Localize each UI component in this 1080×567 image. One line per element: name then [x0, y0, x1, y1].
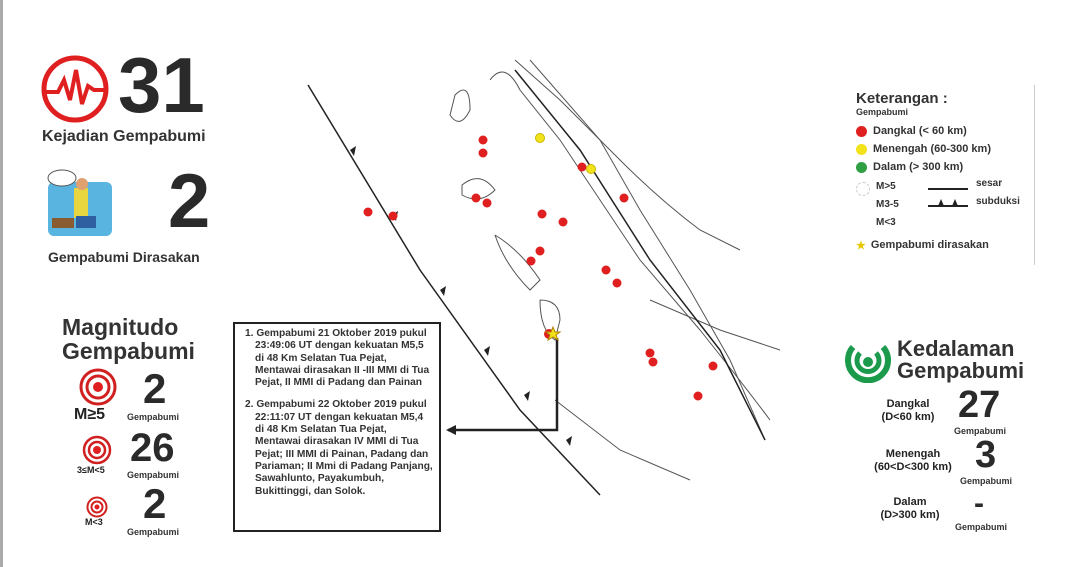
felt-label: Gempabumi Dirasakan: [48, 249, 200, 265]
unit-label: Gempabumi: [127, 527, 180, 537]
yellow-dot-icon: [856, 144, 867, 155]
green-dot-icon: [856, 162, 867, 173]
epicenter-dot: [559, 218, 568, 227]
subduction-label: subduksi: [976, 196, 1020, 207]
epicenter-dot: [536, 247, 545, 256]
legend: [856, 90, 1036, 254]
depth-label: [866, 448, 960, 474]
info-item: 2. Gempabumi 22 Oktober 2019 pukul 22:11:07 UT dengan kekuatan M5,4 di 48 Km Selatan Tua Pejat, Mentawai dirasakan IV MMI di Tua Pejat; III MMI di Painan, Padang dan Pariaman; II Mmi di Padang Panjang, Sawahlunto, Payakumbuh, Bukittinggi, dan Solok.: [245, 399, 433, 497]
magnitude-count: 26: [130, 426, 175, 470]
legend-label: Menengah (60-300 km): [873, 143, 991, 155]
depth-title-line: Gempabumi: [897, 358, 1025, 383]
epicenter-dot: [646, 349, 655, 358]
depth-label: [870, 496, 950, 522]
target-icon-small: [86, 496, 108, 518]
legend-subtitle: Gempabumi: [856, 107, 909, 117]
person-felt-illustration: [44, 168, 114, 240]
epicenter-dot-intermediate: [536, 134, 545, 143]
magnitude-count: 2: [143, 365, 167, 412]
info-item: 1. Gempabumi 21 Oktober 2019 pukul 23:49:06 UT dengan kekuatan M5,5 di 48 Km Selatan Tua Pejat, Mentawai dirasakan II -III MMI di Tua Pejat, II MMI di Padang dan Painan: [245, 328, 430, 389]
unit-label: Gempabumi: [960, 476, 1013, 486]
depth-label-line: (60<D<300 km): [874, 461, 952, 473]
epicenter-dot: [613, 279, 622, 288]
epicenter-dot: [389, 212, 398, 221]
left-border: [0, 0, 3, 567]
fault-line: [515, 70, 765, 440]
legend-label: Dalam (> 300 km): [873, 161, 964, 173]
seismograph-icon: [40, 54, 110, 124]
magnitude-title: [62, 315, 195, 363]
legend-title: Keterangan :: [856, 90, 948, 107]
epicenter-dot: [602, 266, 611, 275]
unit-label: Gempabumi: [954, 426, 1007, 436]
epicenter-dot: [620, 194, 629, 203]
fault-label: sesar: [976, 178, 1003, 189]
total-label: Kejadian Gempabumi: [42, 128, 206, 145]
depth-label-line: Dangkal: [886, 398, 930, 410]
depth-title-line: Kedalaman: [897, 336, 1015, 361]
size-label: M<3: [876, 217, 896, 228]
coastline: [490, 72, 770, 420]
legend-row: [856, 122, 1036, 140]
unit-label: Gempabumi: [955, 522, 1008, 532]
epicenter-dot: [649, 358, 658, 367]
depth-count: 3: [975, 434, 997, 476]
target-icon-large: [79, 368, 117, 406]
epicenter-dot: [694, 392, 703, 401]
legend-row: [856, 140, 1036, 158]
magnitude-label: 3≤M<5: [77, 465, 105, 475]
legend-row: [856, 158, 1036, 176]
epicenter-dot: [709, 362, 718, 371]
epicenter-dot: [472, 194, 481, 203]
magnitude-title-line: Magnitudo: [62, 314, 179, 340]
depth-label-line: Menengah: [885, 448, 941, 460]
unit-label: Gempabumi: [127, 470, 180, 480]
depth-label-line: (D<60 km): [881, 411, 935, 423]
depth-count: -: [974, 487, 984, 520]
depth-count: 27: [958, 384, 1001, 426]
felt-earthquake-info-box: [233, 322, 441, 532]
divider: [1034, 85, 1035, 265]
epicenter-dot: [578, 163, 587, 172]
felt-count: 2: [168, 159, 211, 244]
legend-symbols: [856, 176, 1036, 236]
size-label: M3-5: [876, 199, 899, 210]
fault-line-icon: [928, 188, 968, 190]
depth-label-line: Dalam: [893, 496, 927, 508]
star-icon: ★: [856, 239, 866, 252]
circle-large-icon: [856, 182, 870, 196]
legend-row: [856, 236, 1036, 254]
epicenter-dot: [527, 257, 536, 266]
red-dot-icon: [856, 126, 867, 137]
total-count: 31: [118, 41, 205, 129]
island: [450, 90, 470, 121]
depth-label-line: (D>300 km): [880, 509, 940, 521]
magnitude-count: 2: [143, 480, 167, 527]
magnitude-title-line: Gempabumi: [62, 338, 195, 364]
epicenter-dot: [479, 149, 488, 158]
province-border: [515, 60, 780, 350]
epicenter-dot: [479, 136, 488, 145]
size-label: M>5: [876, 181, 896, 192]
unit-label: Gempabumi: [127, 412, 180, 422]
epicenter-dot: [538, 210, 547, 219]
epicenter-dot: [364, 208, 373, 217]
coastline: [530, 60, 765, 440]
subduction-icon: [928, 196, 968, 208]
depth-title: [897, 338, 1024, 382]
arrow-head-icon: [446, 425, 456, 435]
magnitude-label: M<3: [85, 517, 103, 527]
legend-label: Gempabumi dirasakan: [870, 239, 989, 251]
depth-label: [868, 398, 948, 424]
epicenter-dot-intermediate: [587, 165, 596, 174]
depth-logo-icon: [845, 337, 891, 383]
magnitude-label: M≥5: [74, 406, 106, 423]
pointer-arrow: [448, 338, 557, 430]
epicenter-dot: [483, 199, 492, 208]
legend-label: Dangkal (< 60 km): [873, 125, 967, 137]
target-icon-medium: [82, 435, 112, 465]
